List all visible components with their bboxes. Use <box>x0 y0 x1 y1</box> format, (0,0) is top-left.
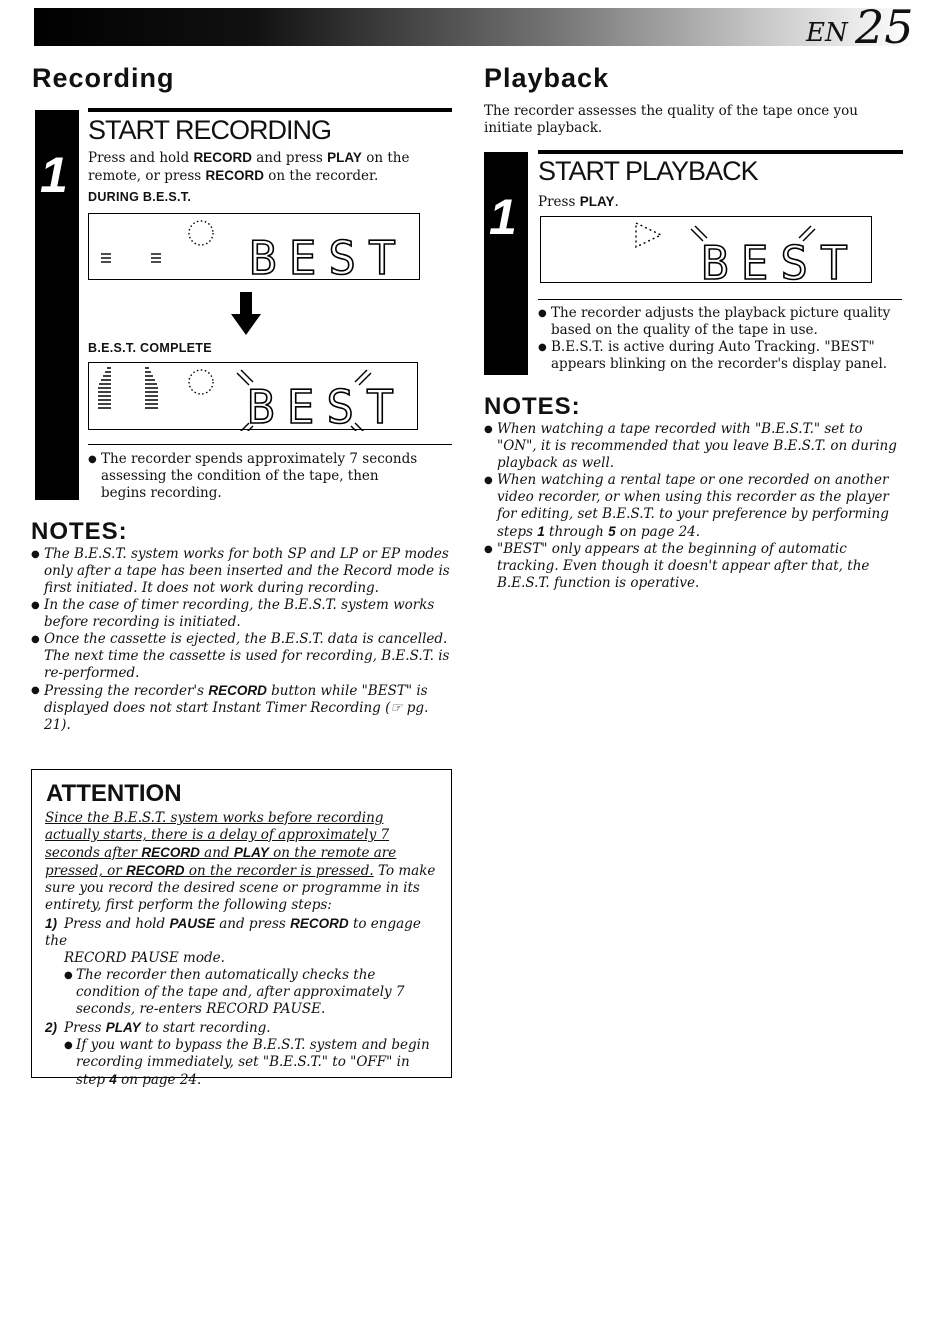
playback-intro: The recorder assesses the quality of the tape once you initiate playback. <box>484 103 858 136</box>
attention-step-2-bullet: ● If you want to bypass the B.E.S.T. system and begin recording immediately, set "B.E.S.T." to "OFF" in step 4 on page 24. <box>45 1037 440 1089</box>
lcd-best-text: BEST <box>701 236 860 284</box>
pointing-hand-icon: ☞ <box>390 700 403 716</box>
playback-notes-list <box>484 421 904 592</box>
attention-title: ATTENTION <box>46 780 182 807</box>
reel-icon <box>189 221 213 245</box>
recording-step-number: 1 <box>40 147 68 203</box>
attention-step-1-cont: RECORD PAUSE mode. <box>64 950 225 966</box>
play-icon <box>636 223 661 247</box>
arrow-down-icon <box>230 292 262 336</box>
page-number: 25 <box>855 0 914 54</box>
playback-instruction: Press PLAY. <box>538 194 619 210</box>
list-item: ● The recorder spends approximately 7 seconds assessing the condition of the tape, then begins recording. <box>88 451 428 502</box>
attention-text <box>45 810 440 1089</box>
lcd-playback-graphic <box>541 217 873 284</box>
playback-step-rule <box>538 150 903 154</box>
recording-step-title: START RECORDING <box>88 115 332 145</box>
playback-section-title: Playback <box>484 63 610 93</box>
attention-box <box>31 769 452 1088</box>
playback-step-number: 1 <box>489 189 517 245</box>
lcd-during-best <box>88 213 420 280</box>
list-item: ● Once the cassette is ejected, the B.E.S.T. data is cancelled. The next time the cassette is used for recording, B.E.S.T. is re-performed. <box>31 631 451 682</box>
lcd-best-complete-graphic <box>89 363 419 431</box>
playback-step-bar <box>484 152 528 375</box>
playback-step-title: START PLAYBACK <box>538 156 758 186</box>
reel-icon <box>189 370 213 394</box>
recording-notes-title: NOTES: <box>31 518 128 545</box>
list-item: ● The recorder adjusts the playback picture quality based on the quality of the tape in use. <box>538 305 902 339</box>
during-best-label: DURING B.E.S.T. <box>88 190 192 204</box>
playback-bullet-list <box>538 305 902 373</box>
playback-divider <box>538 299 902 300</box>
best-complete-label: B.E.S.T. COMPLETE <box>88 341 212 355</box>
attention-step-1: 1) Press and hold PAUSE and press RECORD to engage the <box>45 916 421 949</box>
recording-bullet-list <box>88 451 428 502</box>
recording-divider <box>88 444 452 445</box>
attention-step-2: 2) Press PLAY to start recording. <box>45 1020 271 1036</box>
list-item: ● In the case of timer recording, the B.E.S.T. system works before recording is initiated. <box>31 597 451 631</box>
list-item: ● B.E.S.T. is active during Auto Tracking. "BEST" appears blinking on the recorder's display panel. <box>538 339 902 373</box>
list-item: ● When watching a tape recorded with "B.E.S.T." set to "ON", it is recommended that you leave B.E.S.T. on during playback as well. <box>484 421 904 472</box>
lcd-playback <box>540 216 872 283</box>
lcd-best-text: BEST <box>249 231 408 281</box>
language-label: EN <box>806 18 848 48</box>
attention-intro: Since the B.E.S.T. system works before recording actually starts, there is a delay of approximately 7 seconds after RECORD and PLAY on the remote are pressed, or RECORD on the recorder is pressed. To make sure you record the desired scene or programme in its entirety, first perform the following steps: <box>45 810 436 913</box>
attention-step-1-bullet: ● The recorder then automatically checks the condition of the tape and, after approximately 7 seconds, re-enters RECORD PAUSE. <box>45 967 440 1018</box>
list-item: ● When watching a rental tape or one recorded on another video recorder, or when using this recorder as the player for editing, set B.E.S.T. to your preference by performing steps 1 through 5 on page 24. <box>484 472 904 541</box>
lcd-best-text: BEST <box>247 380 406 431</box>
lcd-best-complete <box>88 362 418 430</box>
recording-step-rule <box>88 108 452 112</box>
lcd-during-best-graphic <box>89 214 421 281</box>
list-item: ● The B.E.S.T. system works for both SP and LP or EP modes only after a tape has been inserted and the Record mode is first initiated. It does not work during recording. <box>31 546 451 597</box>
recording-notes-list <box>31 546 451 734</box>
header-gradient-bar <box>34 8 914 46</box>
list-item: ● "BEST" only appears at the beginning of automatic tracking. Even though it doesn't appear after that, the B.E.S.T. function is operative. <box>484 541 904 592</box>
playback-notes-title: NOTES: <box>484 393 581 420</box>
recording-section-title: Recording <box>32 63 175 93</box>
recording-instruction: Press and hold RECORD and press PLAY on the remote, or press RECORD on the recorder. <box>88 150 410 184</box>
list-item: ● Pressing the recorder's RECORD button while "BEST" is displayed does not start Instant Timer Recording (☞ pg. 21). <box>31 682 451 734</box>
